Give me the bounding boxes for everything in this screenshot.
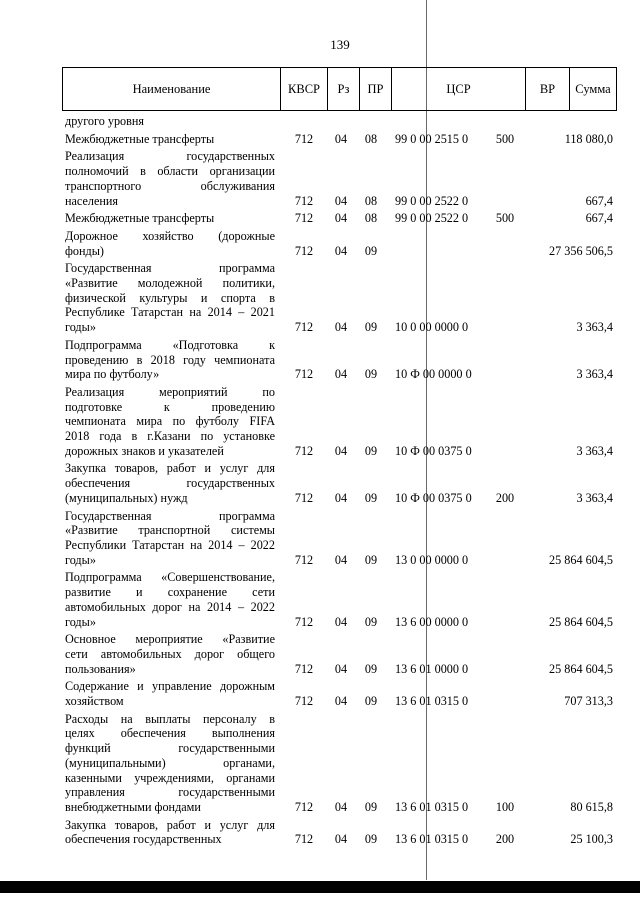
row-name-line: Реализация государственных [65, 149, 275, 164]
row-pr: 09 [364, 832, 378, 847]
row-name [65, 149, 275, 208]
row-name-line: Закупка товаров, работ и услуг для [65, 817, 275, 832]
row-name-line: годы» [65, 320, 96, 335]
row-rz: 04 [334, 193, 348, 208]
row-name [65, 211, 275, 226]
row-name-line: целях обеспечения выполнения [65, 726, 275, 741]
row-name-line: 2018 года в г.Казани по установке [65, 429, 275, 444]
row-name-line: Государственная программа [65, 508, 275, 523]
row-sum: 25 100,3 [570, 832, 613, 847]
table-row [0, 385, 640, 459]
row-name [65, 679, 275, 708]
row-name-line: дорожных знаков и указателей [65, 443, 224, 458]
row-pr: 09 [364, 694, 378, 709]
row-kvsr: 712 [294, 131, 314, 146]
row-name-line: Содержание и управление дорожным [65, 679, 275, 694]
row-pr: 08 [364, 193, 378, 208]
row-csr: 99 0 00 2522 0 [395, 193, 469, 208]
row-name-line: мира по футболу» [65, 367, 160, 382]
row-sum: 3 363,4 [576, 443, 613, 458]
row-name-line: проведению в 2018 году чемпионата [65, 352, 275, 367]
row-vr: 200 [495, 832, 515, 847]
row-name-line: управления государственными [65, 785, 275, 800]
row-vr: 100 [495, 799, 515, 814]
row-rz: 04 [334, 443, 348, 458]
row-csr: 10 Ф 00 0375 0 [395, 490, 472, 505]
row-rz: 04 [334, 490, 348, 505]
row-pr: 09 [364, 661, 378, 676]
row-name-line: Реализация мероприятий по [65, 384, 275, 399]
row-name [65, 509, 275, 568]
row-csr: 13 6 01 0315 0 [395, 832, 469, 847]
row-sum: 118 080,0 [564, 131, 613, 146]
row-rz: 04 [334, 799, 348, 814]
row-name-line: Закупка товаров, работ и услуг для [65, 461, 275, 476]
row-pr: 09 [364, 799, 378, 814]
row-name-line: функций государственными [65, 741, 275, 756]
row-sum: 667,4 [585, 193, 613, 208]
table-row [0, 132, 640, 147]
header-sum: Сумма [575, 81, 611, 96]
row-name-line: годы» [65, 614, 96, 629]
row-pr: 09 [364, 552, 378, 567]
row-sum: 80 615,8 [570, 799, 613, 814]
table-row [0, 818, 640, 847]
table-row [0, 509, 640, 568]
table-row [0, 712, 640, 815]
row-kvsr: 712 [294, 490, 314, 505]
row-name-line: физической культуры и спорта в [65, 290, 275, 305]
row-name-line: фонды) [65, 243, 104, 258]
row-name-line: сети автомобильных дорог общего [65, 646, 275, 661]
row-pr: 09 [364, 443, 378, 458]
row-name-line: (муниципальными) органами, [65, 755, 275, 770]
row-csr: 10 0 00 0000 0 [395, 320, 469, 335]
row-kvsr: 712 [294, 193, 314, 208]
row-name-line: транспортного обслуживания [65, 178, 275, 193]
row-name-line: пользования» [65, 661, 136, 676]
row-pr: 09 [364, 490, 378, 505]
table-body [0, 114, 640, 850]
row-vr: 200 [495, 490, 515, 505]
row-sum: 707 313,3 [564, 694, 613, 709]
row-name-line: подготовке к проведению [65, 399, 275, 414]
table-row [0, 461, 640, 505]
row-name [65, 338, 275, 382]
row-kvsr: 712 [294, 832, 314, 847]
row-name [65, 632, 275, 676]
row-name-line: полномочий в области организации [65, 164, 275, 179]
row-vr: 500 [495, 131, 515, 146]
row-csr: 10 Ф 00 0000 0 [395, 367, 472, 382]
row-csr: 13 6 00 0000 0 [395, 614, 469, 629]
row-sum: 25 864 604,5 [549, 552, 613, 567]
row-csr: 13 6 01 0315 0 [395, 799, 469, 814]
page-number: 139 [330, 37, 350, 52]
header-pr: ПР [360, 68, 392, 110]
row-name-line: Расходы на выплаты персоналу в [65, 711, 275, 726]
row-name-line: Межбюджетные трансферты [65, 131, 215, 146]
row-name [65, 132, 275, 147]
row-name-line: хозяйством [65, 694, 124, 709]
row-name-line: годы» [65, 552, 96, 567]
row-rz: 04 [334, 694, 348, 709]
row-csr: 13 6 01 0315 0 [395, 694, 469, 709]
row-name [65, 229, 275, 258]
row-name-line: Подпрограмма «Подготовка к [65, 337, 275, 352]
table-row [0, 570, 640, 629]
row-name-line: казенными учреждениями, органами [65, 770, 275, 785]
header-rz: Рз [328, 68, 360, 110]
row-kvsr: 712 [294, 661, 314, 676]
row-vr: 500 [495, 211, 515, 226]
row-sum: 25 864 604,5 [549, 614, 613, 629]
row-kvsr: 712 [294, 552, 314, 567]
row-name-line: Республике Татарстан на 2014 – 2021 [65, 305, 275, 320]
row-name [65, 570, 275, 629]
row-name-line: Подпрограмма «Совершенствование, [65, 570, 275, 585]
row-rz: 04 [334, 131, 348, 146]
row-name-line: Основное мероприятие «Развитие [65, 632, 275, 647]
row-name-line: развитие и сохранение сети [65, 585, 275, 600]
row-name-line: населения [65, 193, 119, 208]
row-name [65, 385, 275, 459]
row-name-line: (муниципальных) нужд [65, 490, 188, 505]
row-name-line: обеспечения государственных [65, 832, 222, 847]
table-row [0, 632, 640, 676]
row-csr: 99 0 00 2515 0 [395, 131, 469, 146]
table-row [0, 338, 640, 382]
header-kvsr: КВСР [281, 68, 328, 110]
row-name-line: другого уровня [65, 114, 145, 128]
row-rz: 04 [334, 552, 348, 567]
header-csr: ЦСР [392, 68, 526, 110]
row-csr: 99 0 00 2522 0 [395, 211, 469, 226]
row-sum: 3 363,4 [576, 490, 613, 505]
row-pr: 08 [364, 211, 378, 226]
scan-bottom-edge [0, 881, 640, 893]
row-name-line: Республики Татарстан на 2014 – 2022 [65, 537, 275, 552]
row-name-line: Межбюджетные трансферты [65, 211, 215, 226]
row-name-line: автомобильных дорог на 2014 – 2022 [65, 599, 275, 614]
row-name-line: обеспечения государственных [65, 476, 275, 491]
row-rz: 04 [334, 661, 348, 676]
row-kvsr: 712 [294, 443, 314, 458]
row-sum: 3 363,4 [576, 367, 613, 382]
header-name: Наименование [63, 68, 281, 110]
row-sum: 667,4 [585, 211, 613, 226]
row-name-line: «Развитие транспортной системы [65, 523, 275, 538]
table-row [0, 229, 640, 258]
row-pr: 09 [364, 367, 378, 382]
row-name-line: Государственная программа [65, 261, 275, 276]
row-rz: 04 [334, 614, 348, 629]
table-header [62, 67, 617, 111]
row-pr: 08 [364, 131, 378, 146]
row-name [65, 712, 275, 815]
table-row [0, 261, 640, 335]
table-row [0, 679, 640, 708]
row-name [65, 818, 275, 847]
row-csr: 13 6 01 0000 0 [395, 661, 469, 676]
row-csr: 13 0 00 0000 0 [395, 552, 469, 567]
row-name [65, 114, 275, 129]
row-rz: 04 [334, 320, 348, 335]
row-kvsr: 712 [294, 320, 314, 335]
row-pr: 09 [364, 614, 378, 629]
row-kvsr: 712 [294, 799, 314, 814]
row-rz: 04 [334, 243, 348, 258]
row-name [65, 261, 275, 335]
row-kvsr: 712 [294, 243, 314, 258]
row-kvsr: 712 [294, 211, 314, 226]
row-kvsr: 712 [294, 614, 314, 629]
row-name-line: «Развитие молодежной политики, [65, 276, 275, 291]
row-csr: 10 Ф 00 0375 0 [395, 443, 472, 458]
row-rz: 04 [334, 367, 348, 382]
row-sum: 27 356 506,5 [549, 243, 613, 258]
row-pr: 09 [364, 243, 378, 258]
header-vr: ВР [526, 68, 570, 110]
row-rz: 04 [334, 211, 348, 226]
row-sum: 25 864 604,5 [549, 661, 613, 676]
row-name-line: внебюджетными фондами [65, 799, 201, 814]
row-pr: 09 [364, 320, 378, 335]
row-name-line: чемпионата мира по футболу FIFA [65, 414, 275, 429]
row-kvsr: 712 [294, 694, 314, 709]
table-row [0, 211, 640, 226]
table-row [0, 114, 640, 129]
row-name [65, 461, 275, 505]
table-row [0, 149, 640, 208]
row-kvsr: 712 [294, 367, 314, 382]
row-rz: 04 [334, 832, 348, 847]
row-name-line: Дорожное хозяйство (дорожные [65, 228, 275, 243]
row-sum: 3 363,4 [576, 320, 613, 335]
